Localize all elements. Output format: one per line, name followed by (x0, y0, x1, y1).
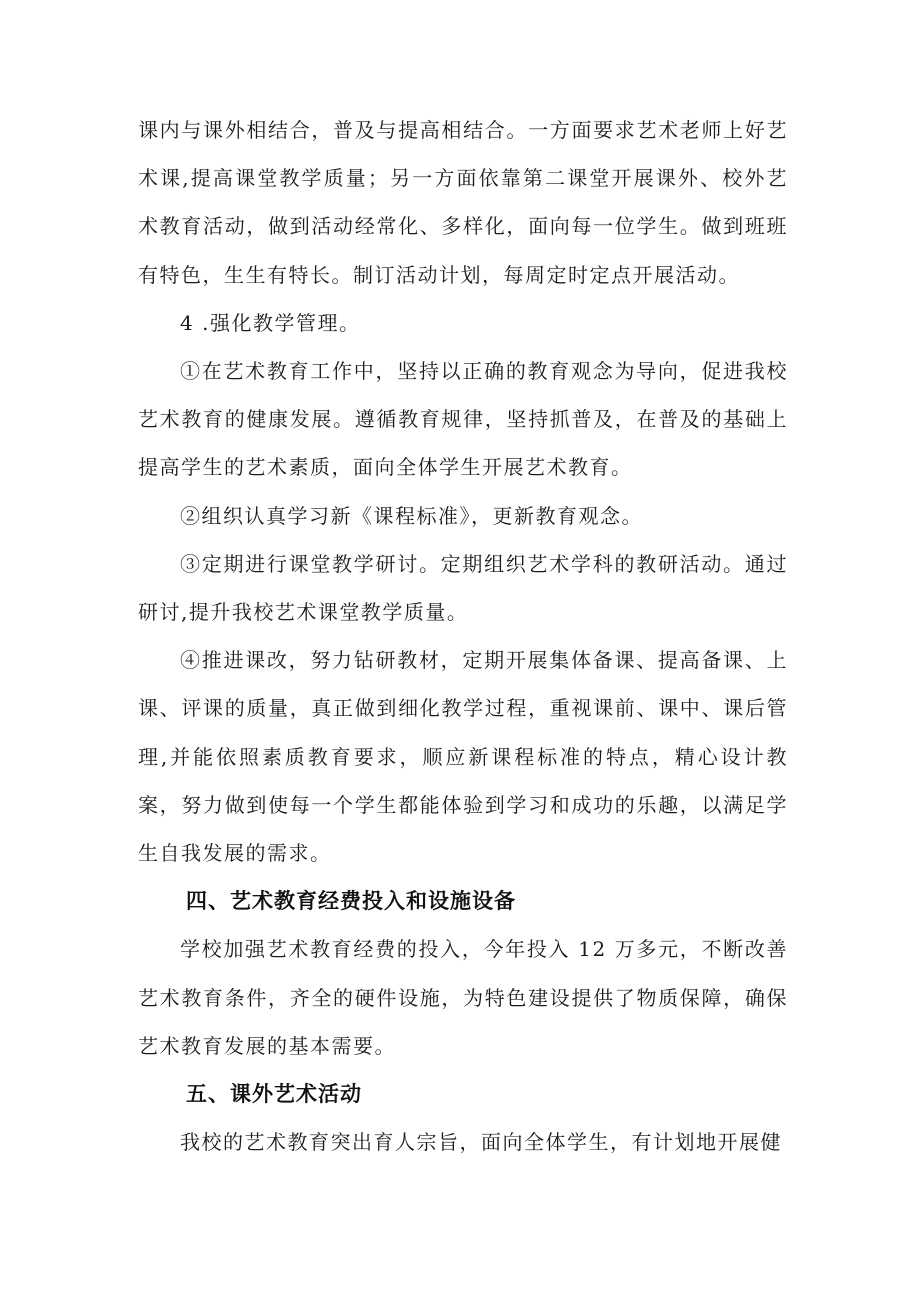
paragraph-intro: 课内与课外相结合，普及与提高相结合。一方面要求艺术老师上好艺术课,提高课堂教学质量；另一方面依靠第二课堂开展课外、校外艺术教育活动，做到活动经常化、多样化，面向每一位学生。做到班班有特色，生生有特长。制订活动计划，每周定时定点开展活动。 (138, 118, 788, 287)
paragraph-item-4: 4 .强化教学管理。 (180, 310, 361, 335)
document-body (138, 106, 788, 1166)
paragraph-circle-4: ④推进课改，努力钻研教材，定期开展集体备课、提高备课、上课、评课的质量，真正做到细化教学过程，重视课前、课中、课后管理,并能依照素质教育要求，顺应新课程标准的特点，精心设计教案，努力做到使每一个学生都能体验到学习和成功的乐趣，以满足学生自我发展的需求。 (138, 648, 788, 866)
paragraph-section-4: 学校加强艺术教育经费的投入，今年投入 12 万多元，不断改善艺术教育条件，齐全的硬件设施，为特色建设提供了物质保障，确保艺术教育发展的基本需要。 (138, 937, 788, 1058)
paragraph-section-5: 我校的艺术教育突出育人宗旨，面向全体学生，有计划地开展健 (180, 1130, 782, 1155)
section-4-heading: 四、艺术教育经费投入和设施设备 (186, 889, 516, 914)
paragraph-circle-1: ①在艺术教育工作中，坚持以正确的教育观念为导向，促进我校艺术教育的健康发展。遵循教育规律，坚持抓普及，在普及的基础上提高学生的艺术素质，面向全体学生开展艺术教育。 (138, 359, 788, 480)
section-5-heading: 五、课外艺术活动 (186, 1082, 362, 1107)
paragraph-circle-3: ③定期进行课堂教学研讨。定期组织艺术学科的教研活动。通过研讨,提升我校艺术课堂教学质量。 (138, 551, 788, 625)
paragraph-circle-2: ②组织认真学习新《课程标准》，更新教育观念。 (180, 503, 643, 528)
